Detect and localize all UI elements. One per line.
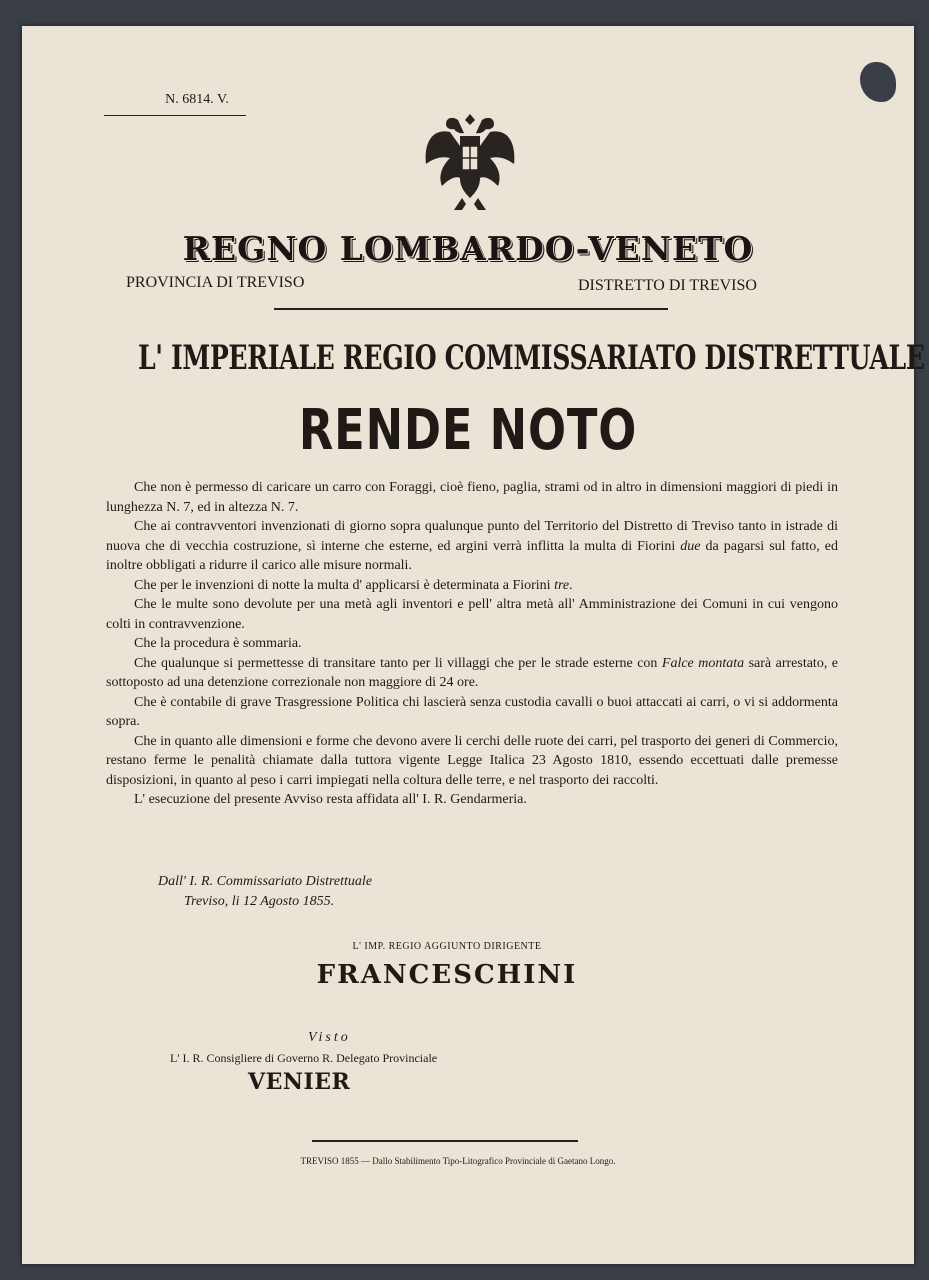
torn-corner xyxy=(860,62,896,102)
headline: RENDE NOTO xyxy=(298,398,638,463)
issuer-line: Dall' I. R. Commissariato Distrettuale xyxy=(158,874,373,889)
countersign-title: L' I. R. Consigliere di Governo R. Delegato Provinciale xyxy=(170,1051,438,1065)
notice-body xyxy=(106,478,838,810)
double-headed-eagle-icon xyxy=(420,106,520,216)
poster-sheet xyxy=(22,26,925,1264)
kingdom-title: REGNO LOMBARDO-VENETO xyxy=(182,229,754,268)
number-underline xyxy=(104,115,246,116)
official-title: L' IMP. REGIO AGGIUNTO DIRIGENTE xyxy=(352,941,542,952)
paragraph: Che è contabile di grave Trasgressione Politica chi lascierà senza custodia cavalli o buoi attaccati ai carri, o vi si addormenta sopra. xyxy=(106,694,838,729)
place-date: Treviso, li 12 Agosto 1855. xyxy=(184,894,335,909)
district-label: DISTRETTO DI TREVISO xyxy=(578,277,757,294)
footer-divider xyxy=(312,1140,578,1142)
paragraph: Che per le invenzioni di notte la multa d' applicarsi è determinata a Fiorini tre. xyxy=(134,577,573,593)
paragraph: Che non è permesso di caricare un carro con Foraggi, cioè fieno, paglia, strami od in altro in dimensioni maggiori di piedi in lunghezza N. 7, ed in altezza N. 7. xyxy=(106,480,838,515)
visto-label: Visto xyxy=(308,1030,351,1045)
paragraph: Che qualunque si permettesse di transitare tanto per li villaggi che per le strade esterne con Falce montata sarà arrestato, e sottoposto ad una detenzione correzionale non maggiore di 24 ore. xyxy=(106,655,838,690)
paragraph: Che le multe sono devolute per una metà agli inventori e pell' altra metà all' Amministrazione dei Comuni in cui vengono colti in contravvenzione. xyxy=(106,597,838,632)
official-name: FRANCESCHINI xyxy=(316,960,578,990)
countersign-name: VENIER xyxy=(248,1069,351,1095)
paragraph: Che la procedura è sommaria. xyxy=(134,636,302,651)
province-label: PROVINCIA DI TREVISO xyxy=(126,274,305,291)
authority-heading: L' IMPERIALE REGIO COMMISSARIATO DISTRETTUALE xyxy=(137,338,925,378)
header-divider xyxy=(274,308,668,310)
document-number: N. 6814. V. xyxy=(165,92,229,107)
printer-imprint: TREVISO 1855 — Dallo Stabilimento Tipo-Litografico Provinciale di Gaetano Longo. xyxy=(300,1156,616,1166)
paragraph: Che ai contravventori invenzionati di giorno sopra qualunque punto del Territorio del Distretto di Treviso tanto in istrade di nuova che di vecchia costruzione, sì interne che esterne, ed argini verrà inflitta la multa di Fiorini due da pagarsi sul fatto, ed inoltre obbligati a ridurre il carico alle misure normali. xyxy=(106,519,838,573)
paragraph: L' esecuzione del presente Avviso resta affidata all' I. R. Gendarmeria. xyxy=(134,792,527,807)
paragraph: Che in quanto alle dimensioni e forme che devono avere li cerchi delle ruote dei carri, pel trasporto dei generi di Commercio, restano ferme le penalità chiamate dalla tuttora vigente Legge Italica 23 Agosto 1810, essendo eccettuati dalle premesse disposizioni, in quanto al peso i carri impiegati nella coltura delle terre, e nel trasporto dei raccolti. xyxy=(106,733,838,788)
